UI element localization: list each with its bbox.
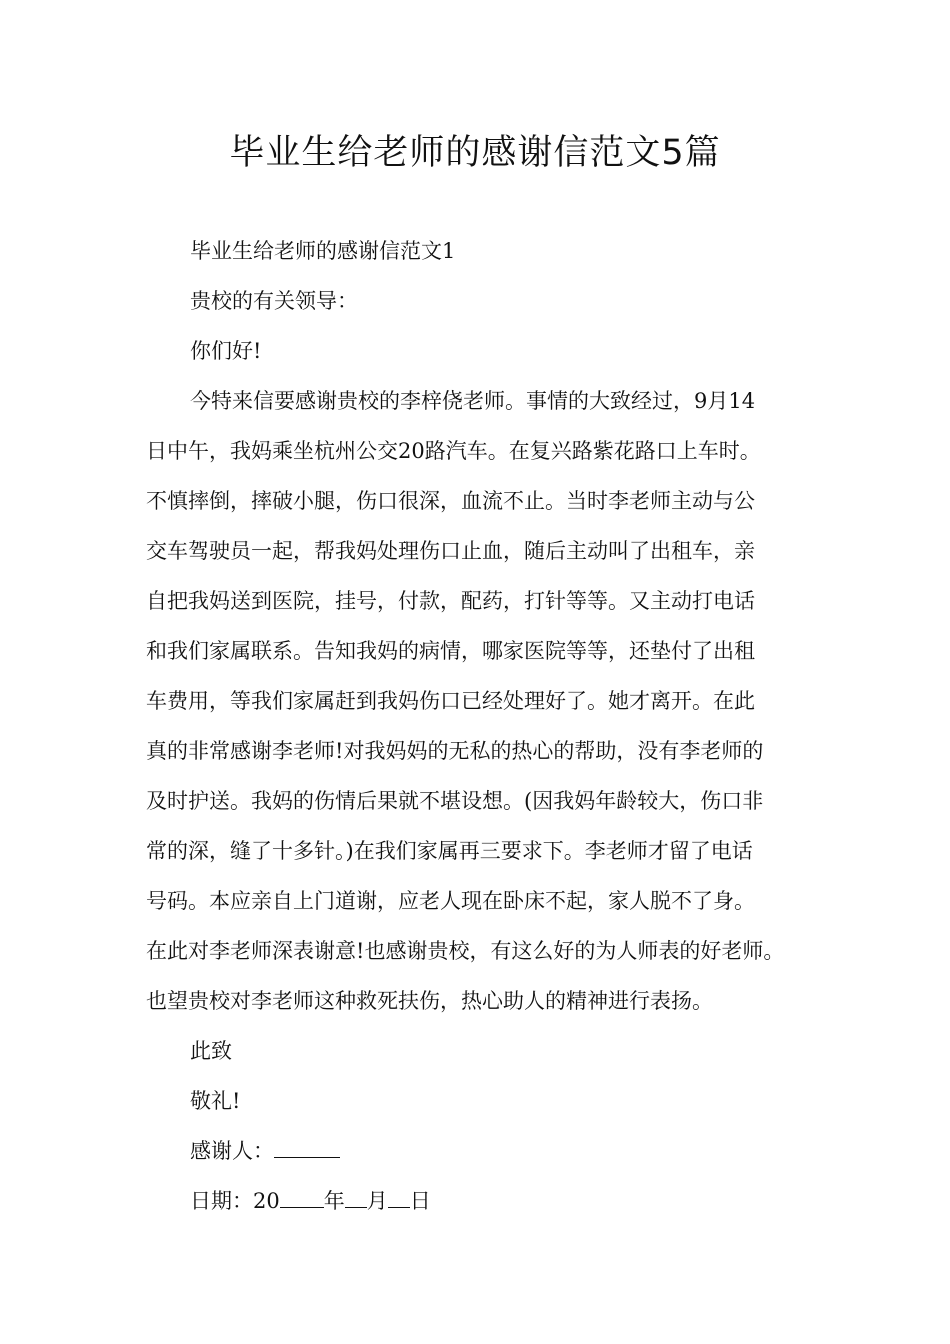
date-month: 月 — [366, 1189, 388, 1213]
date-year: 年 — [323, 1189, 345, 1213]
date-line — [146, 1176, 830, 1226]
body-line: 常的深，缝了十多针。)在我们家属再三要求下。李老师才留了电话 — [146, 839, 753, 863]
body-line: 今特来信要感谢贵校的李梓侥老师。事情的大致经过，9月14 — [190, 389, 756, 413]
body-line: 号码。本应亲自上门道谢，应老人现在卧床不起，家人脱不了身。 — [146, 889, 755, 913]
body-line: 自把我妈送到医院，挂号，付款，配药，打针等等。又主动打电话 — [146, 589, 755, 613]
body-line: 和我们家属联系。告知我妈的病情，哪家医院等等，还垫付了出租 — [146, 639, 755, 663]
signer-label: 感谢人： — [190, 1139, 274, 1163]
signer-blank — [274, 1137, 340, 1158]
date-label: 日期： — [190, 1189, 253, 1213]
date-month-blank — [345, 1187, 367, 1208]
body-line: 不慎摔倒，摔破小腿，伤口很深，血流不止。当时李老师主动与公 — [146, 489, 755, 513]
body-line: 交车驾驶员一起，帮我妈处理伤口止血，随后主动叫了出租车，亲 — [146, 539, 755, 563]
body-line: 车费用，等我们家属赶到我妈伤口已经处理好了。她才离开。在此 — [146, 689, 755, 713]
body-line: 及时护送。我妈的伤情后果就不堪设想。(因我妈年龄较大，伤口非 — [146, 789, 764, 813]
document-body — [146, 226, 830, 1226]
date-prefix: 20 — [253, 1189, 280, 1213]
letter-closing: 此致 — [190, 1039, 232, 1063]
body-line: 也望贵校对李老师这种救死扶伤，热心助人的精神进行表扬。 — [146, 989, 713, 1013]
letter-regards: 敬礼! — [190, 1089, 241, 1113]
body-line: 真的非常感谢李老师!对我妈妈的无私的热心的帮助，没有李老师的 — [146, 739, 764, 763]
letter-salutation: 贵校的有关领导： — [190, 289, 358, 313]
date-day: 日 — [409, 1189, 431, 1213]
letter-body-paragraph — [146, 376, 830, 1026]
letter-greeting: 你们好! — [190, 339, 262, 363]
date-year-blank — [280, 1187, 324, 1208]
body-line: 日中午，我妈乘坐杭州公交20路汽车。在复兴路紫花路口上车时。 — [146, 439, 761, 463]
letter-subtitle: 毕业生给老师的感谢信范文1 — [190, 239, 456, 263]
signer-line — [146, 1126, 830, 1176]
date-day-blank — [388, 1187, 410, 1208]
document-title: 毕业生给老师的感谢信范文5篇 — [229, 133, 721, 173]
body-line: 在此对李老师深表谢意!也感谢贵校，有这么好的为人师表的好老师。 — [146, 939, 785, 963]
